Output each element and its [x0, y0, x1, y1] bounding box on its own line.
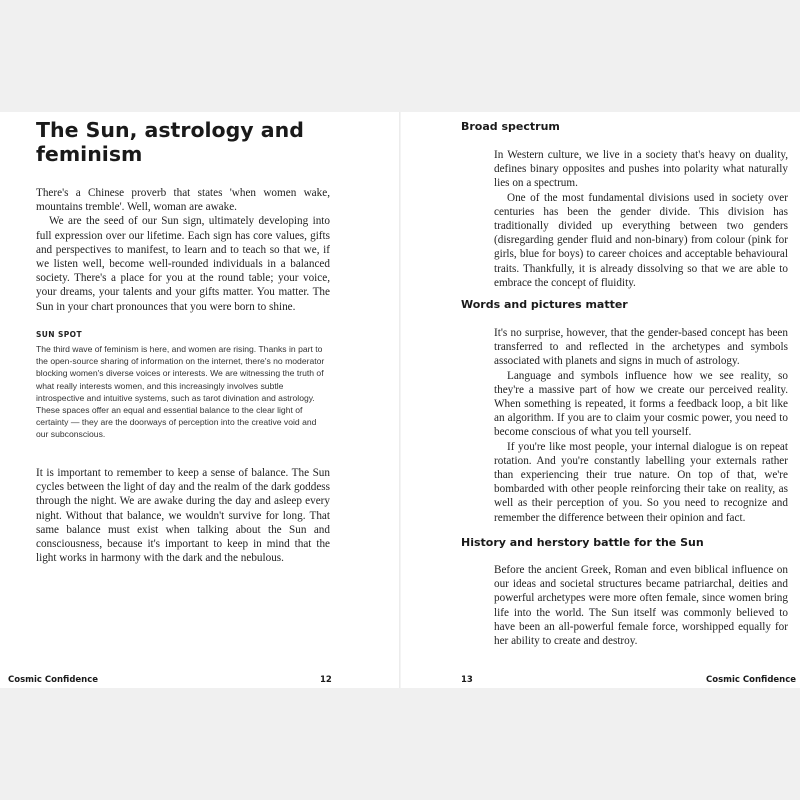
body-paragraph: Before the ancient Greek, Roman and even biblical influence on our ideas and societal structures became patriarchal, deities and powerful archetypes were more often female, since women bring life into the world. The Sun itself was commonly believed to have been an all-powerful female force, worshipped equally for her ability to create and destroy. — [494, 564, 788, 648]
section-heading-words-pictures: Words and pictures matter — [461, 298, 628, 311]
section-heading-broad-spectrum: Broad spectrum — [461, 120, 560, 133]
broad-spectrum-text — [494, 148, 788, 290]
history-herstory-text — [494, 563, 788, 648]
intro-paragraph: There's a Chinese proverb that states 'when women wake, mountains tremble'. Well, woman are awake. — [36, 187, 330, 214]
section-heading-history-herstory: History and herstory battle for the Sun — [461, 536, 704, 549]
right-page — [400, 112, 800, 688]
left-page-number: 12 — [320, 675, 332, 685]
body-paragraph: If you're like most people, your internal dialogue is on repeat rotation. And you're constantly labelling your externals rather than experiencing their true nature. On top of that, we're bombarded with other people reinforcing their take on reality, as well as their perception of you. So you need to recognize and remember the difference between their opinion and fact. — [494, 440, 788, 524]
right-footer-title: Cosmic Confidence — [706, 675, 797, 685]
balance-text — [36, 466, 330, 565]
sun-spot-text: The third wave of feminism is here, and women are rising. Thanks in part to the open-source sharing of information on the internet, there's no moderator blocking women's diverse voices or interests. We are witnessing the truth of what really interests women, and this increasingly involves subtle introspective and intuitive systems, such as tarot divination and astrology. These spaces offer an equal and essential balance to the clear light of certainty — they are the doorways of perception into the creative void and our subconscious. — [36, 344, 325, 440]
sun-spot-heading: SUN SPOT — [36, 330, 82, 339]
body-paragraph: It's no surprise, however, that the gender-based concept has been transferred to and reflected in the archetypes and symbols associated with planets and signs in much of astrology. — [494, 327, 788, 368]
body-paragraph: One of the most fundamental divisions used in society over centuries has been the gender divide. This division has traditionally divided up everything between two genders (disregarding gender fluid and non-binary) from colour (pink for girls, blue for boys) to career choices and acceptable behavioural traits. Thankfully, it is already dissolving so that we are able to embrace the concept of fluidity. — [494, 191, 788, 289]
left-footer-title: Cosmic Confidence — [8, 675, 99, 685]
left-page — [0, 112, 400, 688]
words-pictures-text — [494, 326, 788, 525]
book-spread — [0, 112, 800, 688]
chapter-title: The Sun, astrology and feminism — [36, 118, 304, 166]
intro-text — [36, 186, 330, 314]
body-paragraph: Language and symbols influence how we see reality, so they're a massive part of how we create our perceived reality. When something is repeated, it forms a feedback loop, a bit like an algorithm. If you are to claim your cosmic power, you need to become conscious of what you tell yourself. — [494, 369, 788, 439]
intro-paragraph: We are the seed of our Sun sign, ultimately developing into full expression over our lifetime. Each sign has core values, gifts and perspectives to manifest, to learn and to teach so that we, if we listen well, become well-rounded individuals in a balanced society. There's a place for you at the round table; your voice, your dreams, your talents and your gifts matter. You matter. The Sun in your chart pronounces that you were born to shine. — [36, 215, 330, 313]
right-page-number: 13 — [461, 675, 473, 685]
body-paragraph: In Western culture, we live in a society that's heavy on duality, defines binary opposites and pushes into polarity what naturally lies on a spectrum. — [494, 149, 788, 190]
balance-paragraph: It is important to remember to keep a sense of balance. The Sun cycles between the light of day and the realm of the dark goddess through the night. We are awake during the day and asleep every night. Without that balance, we wouldn't survive for long. That same balance must exist when talking about the Sun and consciousness, because it's important to keep in mind that the light works in harmony with the dark and the nebulous. — [36, 467, 330, 565]
